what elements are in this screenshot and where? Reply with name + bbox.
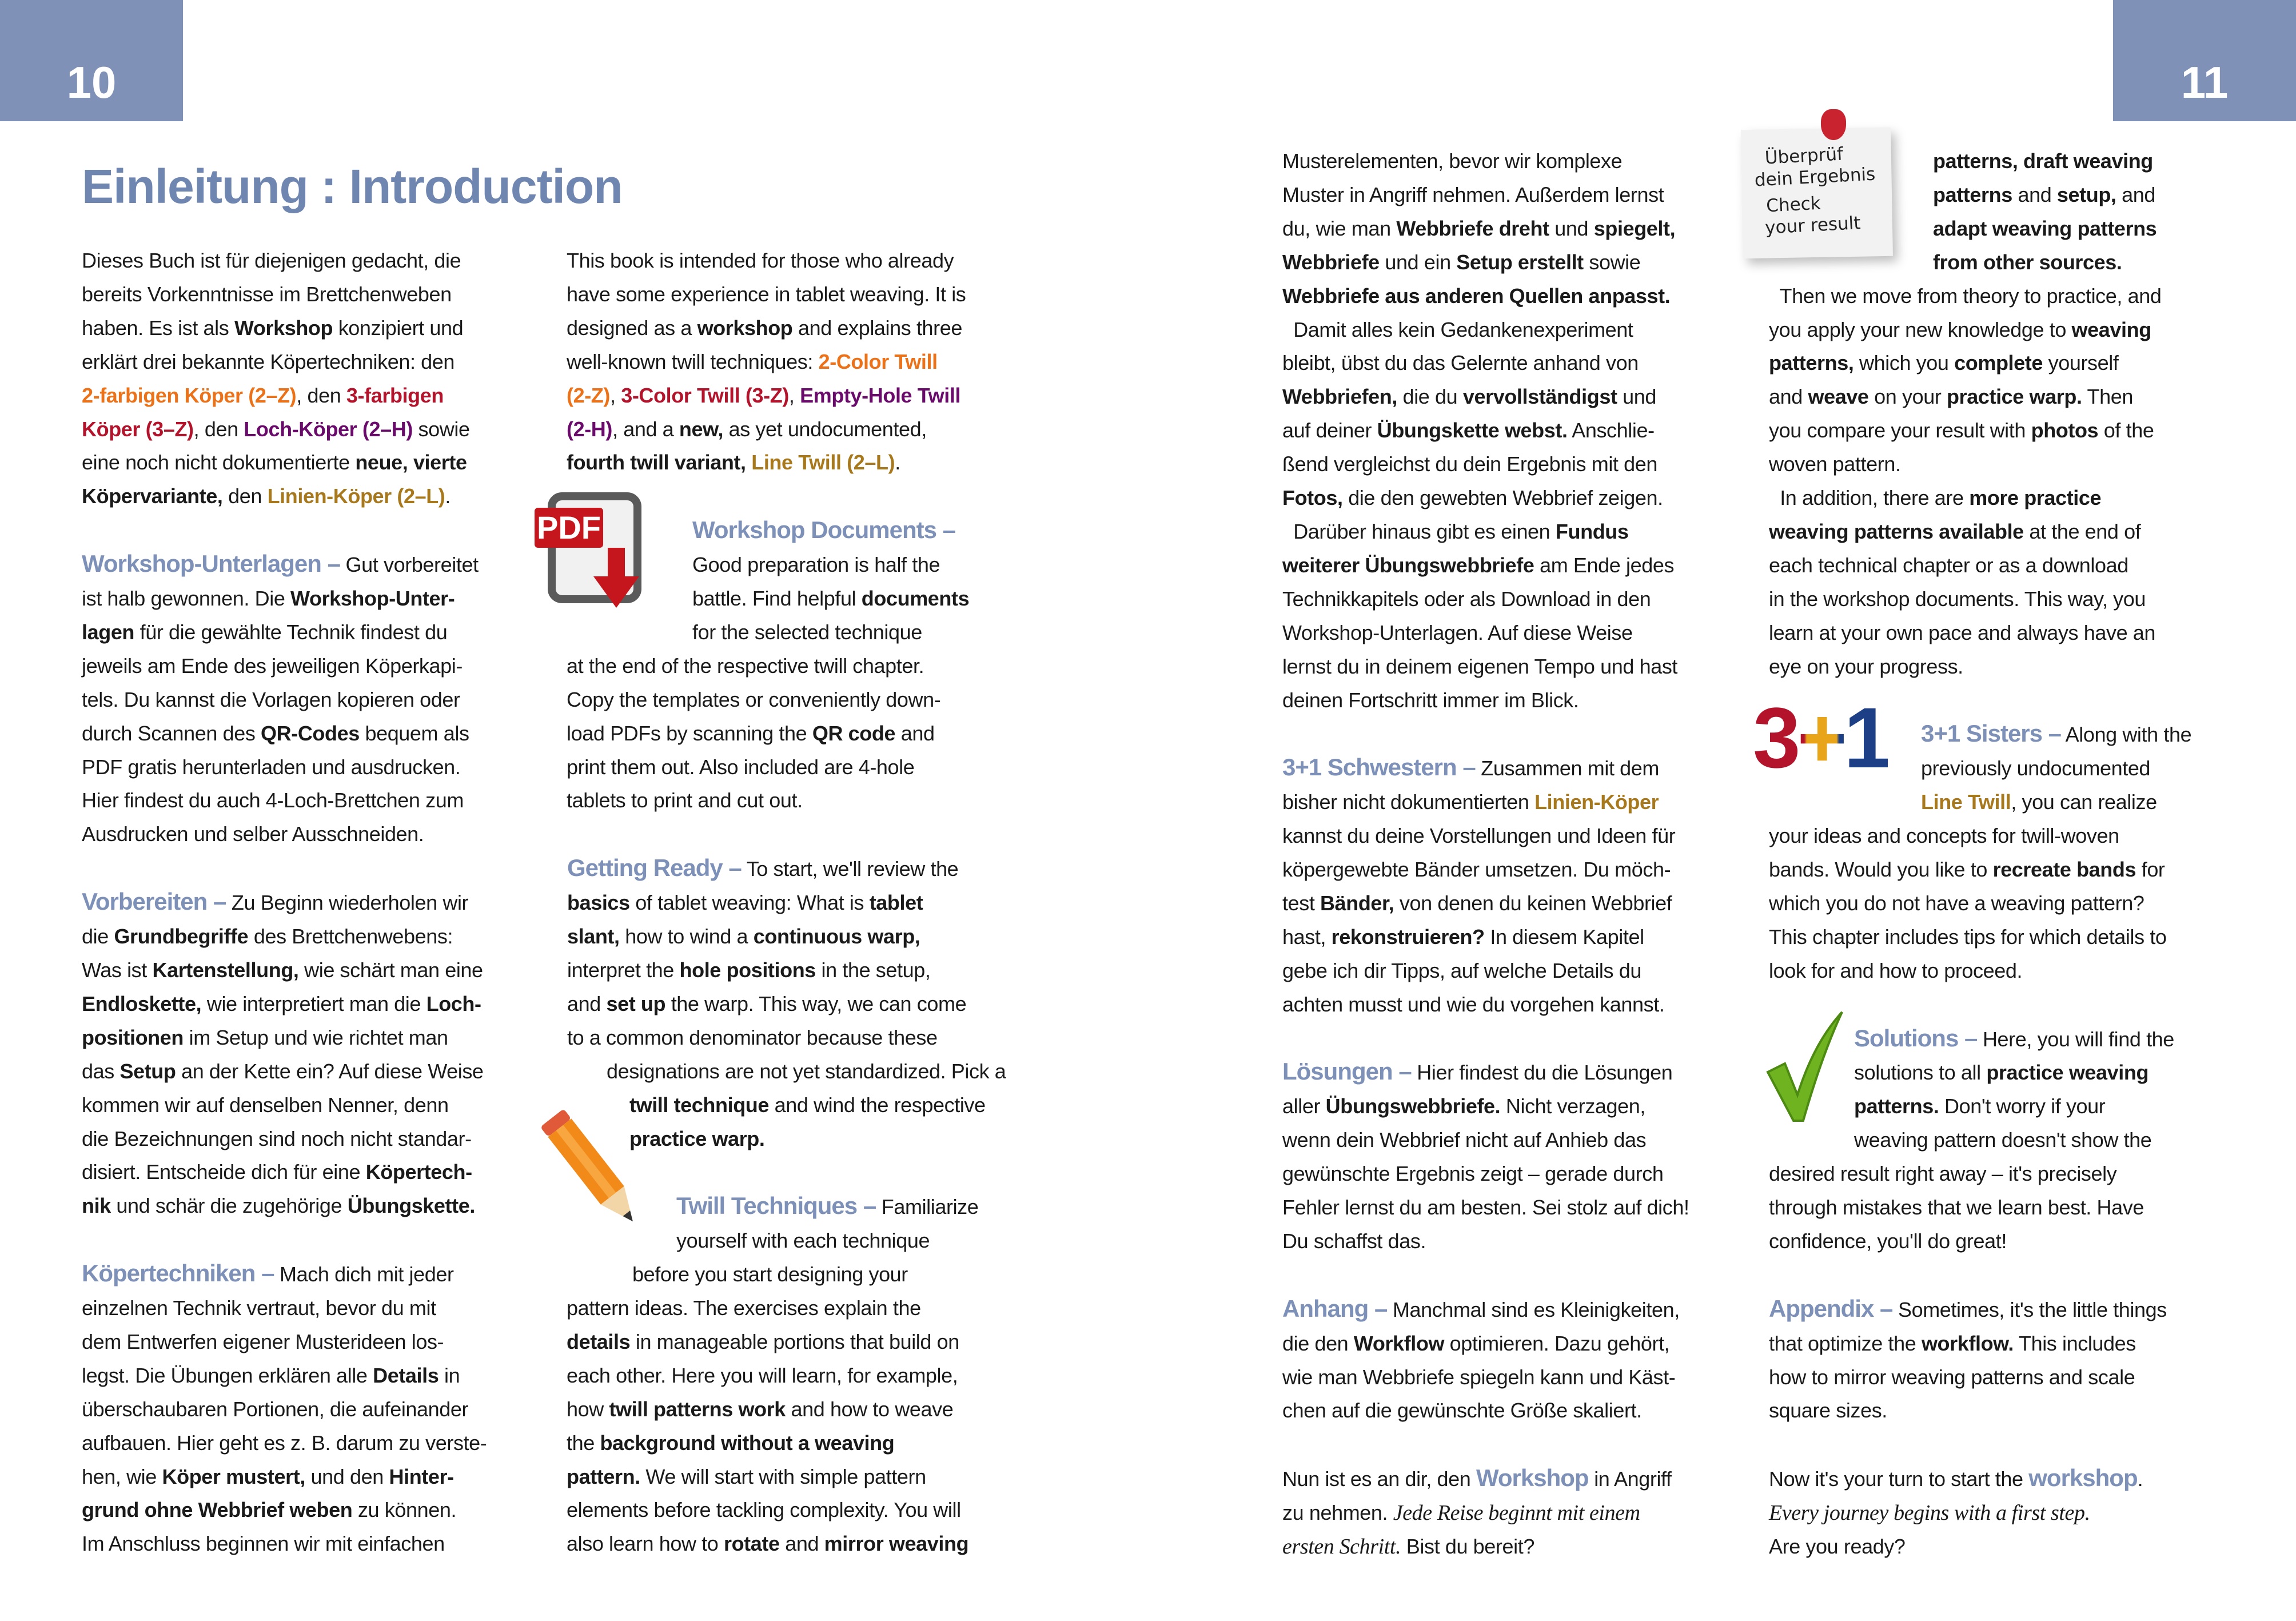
text-run: bequem als PDF gratis herunterladen und ausdrucken. Hier findest du auch 4-Loch-Brettchen zum Ausdrucken und selber Ausschneiden. (82, 721, 469, 846)
text-run: Jede Reise beginnt mit einem ersten Schritt. (1282, 1501, 1640, 1559)
column-4 (1769, 145, 2226, 1598)
text-run: Nicht verzagen, wenn dein Webbrief nicht auf Anhieb das gewünschte Ergebnis zeigt – gerade durch Fehler lernst du am besten. Sei stolz auf dich! Du schaffst das. (1282, 1094, 1689, 1253)
text-run: Don't worry if your weaving pattern doesn't show the desired result right away – it's precisely through mistakes that we learn best. Have confidence, you'll do great! (1769, 1094, 2152, 1253)
text-run: Are you ready? (1769, 1535, 1906, 1559)
text-run: spiegelt, Webbriefe (1282, 216, 1676, 274)
text-run: an der Kette ein? Auf diese Weise kommen wir auf denselben Nenner, denn die Bezeichnungen sind noch nicht standar- disiert. Entscheide dich für eine (82, 1059, 484, 1184)
text-run: tablet slant, (567, 891, 923, 949)
text-run: Sometimes, it's the little things that optimize the (1769, 1297, 2167, 1355)
page-title: Einleitung : Introduction (82, 160, 623, 213)
text-run: for the selected technique at the end of the respective twill chapter. Copy the templates or conveniently down- load PDFs by scanning the (567, 620, 941, 745)
paragraph (567, 244, 1024, 480)
text-run: mirror weaving (824, 1532, 969, 1556)
text-run: Übungskette webst. (1377, 419, 1568, 443)
pencil-icon (535, 1106, 655, 1237)
text-run: 3-Color Twill (3-Z) (621, 383, 789, 407)
text-run: Setup erstellt (1456, 250, 1584, 274)
text-run: at the end of each technical chapter or as a download in the workshop documents. This way, you learn at your own pace and always have an eye on your progress. (1769, 519, 2156, 678)
text-run: Bist du bereit? (1401, 1535, 1534, 1559)
text-run: photos (2031, 419, 2099, 443)
text-run: für die gewählte Technik findest du jeweils am Ende des jeweiligen Köperkapi- tels. Du kannst die Vorlagen kopieren oder durch Scannen des (82, 620, 463, 745)
text-run: zu können. Im Anschluss beginnen wir mit einfachen (82, 1498, 457, 1556)
text-run (746, 451, 752, 474)
text-run: des Brettchenwebens: Was ist (82, 925, 453, 982)
section-heading: Vorbereiten – (82, 888, 226, 915)
text-run: Good preparation is half the battle. Find helpful (692, 553, 940, 611)
text-run: Kartenstellung, (152, 958, 299, 982)
text-run: Webbriefen, (1282, 385, 1397, 409)
text-run: Zu Beginn wiederholen wir die (82, 891, 469, 949)
text-run: the warp. This way, we can come to a common denominator because these designations are not yet standardized. Pick a (567, 991, 1006, 1083)
sticky-note-line-1: Überprüf (1764, 144, 1844, 169)
text-run: , you can realize your ideas and concepts for twill-woven bands. Would you like to (1769, 790, 2157, 882)
sticky-note (1735, 106, 1901, 272)
text-run: Line Twill (2–L) (751, 451, 895, 475)
paragraph (1769, 1292, 2226, 1428)
text-run: Köper mustert, (162, 1464, 305, 1488)
text-run: on your (1868, 385, 1947, 409)
text-run: von denen du keinen Webbrief hast, (1282, 891, 1672, 949)
text-run: Workshop (234, 316, 333, 340)
text-run: yourself and (1769, 351, 2119, 409)
text-run: practice weaving patterns. (1854, 1061, 2149, 1118)
three-plus-one-text: 3+1 (1753, 690, 1888, 786)
paragraph (1282, 1461, 1740, 1564)
text-run: Zusammen mit dem bisher nicht dokumentierten (1282, 756, 1659, 814)
section-heading: workshop (2028, 1464, 2138, 1492)
text-run: die du (1397, 385, 1463, 409)
text-run: Loch-Köper (2–H) (244, 417, 413, 441)
paragraph (1282, 751, 1740, 1021)
text-run: Line Twill (1921, 790, 2011, 814)
text-run: rekonstruieren? (1331, 925, 1485, 949)
text-run: in the setup, and (567, 958, 931, 1015)
text-run: Familiarize yourself with each technique before you start designing your pattern ideas. The exercises explain the (567, 1195, 979, 1320)
text-run: neue, vierte Köpervariante, (82, 451, 467, 508)
paragraph (1769, 1461, 2226, 1564)
text-run: Grundbegriffe (114, 925, 249, 949)
text-run: Empty-Hole Twill (2-H) (567, 383, 961, 441)
checkmark-icon (1762, 1009, 1848, 1124)
paragraph (82, 885, 539, 1223)
text-run: Here, you will find the solutions to all (1854, 1027, 2174, 1085)
text-run: practice warp. (629, 1126, 765, 1150)
text-run: and (2012, 182, 2057, 206)
text-run: practice warp. (1947, 385, 2082, 409)
text-run: In diesem Kapitel gebe ich dir Tipps, auf welche Details du achten musst und wie du vorgehen kannst. (1282, 925, 1665, 1016)
section-heading: Twill Techniques – (676, 1192, 876, 1220)
text-run: in manageable portions that build on each other. Here you will learn, for example, how (567, 1329, 959, 1421)
text-run: in Angriff zu nehmen. (1282, 1467, 1672, 1525)
paragraph (82, 244, 539, 513)
sticky-note-line-2: dein Ergebnis (1753, 164, 1876, 191)
paragraph (1282, 145, 1740, 717)
text-run: Damit alles kein Gedankenexperiment bleibt, übst du das Gelernte anhand von (1282, 317, 1639, 375)
text-run: Linien-Köper (2–L) (267, 484, 445, 508)
text-run: Then you compare your result with (1769, 385, 2133, 443)
section-heading: Appendix – (1769, 1295, 1893, 1322)
sticky-note-line-3: Check (1765, 193, 1821, 217)
section-heading: Getting Ready – (567, 854, 742, 882)
text-run: QR-Codes (261, 721, 360, 745)
text-run: . (895, 451, 900, 475)
text-run: more practice weaving patterns available (1769, 486, 2102, 543)
text-run: Fundus weiterer Übungswebbriefe (1282, 519, 1629, 577)
pdf-icon-label: PDF (537, 509, 601, 545)
text-run: fourth twill variant, (567, 451, 746, 475)
text-run: basics (567, 891, 630, 915)
text-run: den (222, 484, 268, 508)
text-run: weaving patterns, (1769, 317, 2151, 375)
text-run: Nun ist es an dir, den (1282, 1467, 1477, 1491)
text-run: und (1549, 216, 1594, 240)
text-run: and how to weave the (567, 1397, 954, 1455)
column-1 (82, 244, 539, 1595)
text-run: am Ende jedes Technikkapitels oder als Download in den Workshop-Unterlagen. Auf diese Weise lernst du in deinem eigenen Tempo und hast deinen Fortschritt immer im Blick. (1282, 553, 1678, 712)
text-run: and print them out. Also included are 4-hole tablets to print and cut out. (567, 721, 935, 813)
text-run: Übungskette. (347, 1194, 475, 1218)
text-run: Setup (119, 1059, 176, 1083)
text-run: Bänder, (1320, 891, 1394, 915)
text-run: twill patterns work (609, 1397, 786, 1421)
text-run: 2-farbigen Köper (2–Z) (82, 383, 297, 407)
text-run: continuous warp, (753, 925, 920, 949)
text-run: Fotos, (1282, 486, 1343, 510)
text-run: Linien-Köper (1534, 790, 1659, 814)
text-run: Then we move from theory to practice, and you apply your new knowledge to (1769, 284, 2162, 341)
text-run: optimieren. Dazu gehört, wie man Webbriefe spiegeln kann und Käst- chen auf die gewünschte Größe skaliert. (1282, 1331, 1676, 1423)
text-run: QR code (812, 721, 896, 745)
page-number-left-label: 10 (66, 57, 117, 107)
section-heading: Anhang – (1282, 1295, 1388, 1322)
text-run: setup, (2056, 182, 2116, 206)
text-run: Dieses Buch ist für diejenigen gedacht, die bereits Vorkenntnisse im Brettchenweben haben. Es ist als (82, 249, 461, 340)
text-run: im Setup und wie richtet man das (82, 1025, 448, 1083)
three-plus-one-badge (1753, 689, 1907, 786)
pdf-download-icon (535, 491, 655, 611)
section-heading: Köpertechniken – (82, 1260, 274, 1287)
text-run: , den (193, 417, 244, 441)
text-run: , and a (612, 417, 679, 441)
text-run: Workshop-Unter- lagen (82, 587, 455, 644)
paragraph (1282, 1292, 1740, 1428)
text-run: sowie (1589, 250, 1641, 274)
text-run: Mach dich mit jeder einzelnen Technik vertraut, bevor du mit dem Entwerfen eigener Musterideen los- legst. Die Übungen erklären alle (82, 1262, 454, 1387)
text-run: complete (1954, 351, 2043, 375)
text-run: interpret the (567, 958, 674, 982)
text-run: 3-farbigen Köper (3–Z) (82, 383, 444, 441)
text-run: hole positions (679, 958, 816, 982)
text-run: how to wind a (619, 925, 754, 949)
sticky-note-line-4: your result (1764, 212, 1861, 238)
paragraph (82, 547, 539, 851)
text-run: We will start with simple pattern elements before tackling complexity. You will also learn how to (567, 1464, 961, 1556)
text-run: sowie eine noch nicht dokumentierte (82, 417, 470, 475)
text-run: adapt weaving patterns from other sources. (1933, 216, 2157, 274)
section-heading: 3+1 Schwestern – (1282, 754, 1476, 781)
text-run: Musterelementen, bevor wir komplexe Muster in Angriff nehmen. Außerdem lernst du, wie man (1282, 149, 1664, 240)
text-run: Hinter- grund ohne Webbrief weben (82, 1464, 454, 1522)
text-run: Loch- positionen (82, 991, 481, 1049)
text-run: die den gewebten Webbrief zeigen. Darüber hinaus gibt es einen (1293, 486, 1663, 543)
text-run: of the woven pattern. In addition, there are (1769, 419, 2154, 510)
text-run: This includes how to mirror weaving patterns and scale square sizes. (1769, 1331, 2136, 1423)
column-2 (567, 244, 1024, 1595)
text-run: , (609, 383, 621, 407)
text-run: konzipiert und erklärt drei bekannte Köpertechniken: den (82, 316, 464, 373)
text-run: background without a weaving pattern. (567, 1431, 895, 1488)
text-run: wie interpretiert man die (201, 991, 426, 1015)
text-run: Now it's your turn to start the (1769, 1467, 2029, 1491)
text-run: Hier findest du die Lösungen aller (1282, 1061, 1673, 1118)
text-run: rotate (723, 1532, 780, 1556)
text-run: wie schärt man eine (304, 958, 483, 982)
text-run: , den (296, 383, 346, 407)
text-run: To start, we'll review the (746, 857, 959, 881)
text-run: Webbriefe aus anderen Quellen anpasst. (1282, 284, 1671, 308)
text-run: . (2137, 1467, 2143, 1491)
text-run: for which you do not have a weaving pattern? This chapter includes tips for which details to look for and how to proceed. (1769, 858, 2167, 982)
text-run: und den (305, 1464, 389, 1488)
text-run: workflow. (1921, 1331, 2014, 1355)
page-number-right-label: 11 (2181, 57, 2229, 107)
text-run: set up (606, 991, 666, 1015)
section-heading: Solutions – (1854, 1024, 1978, 1052)
text-run: Gut vorbereitet ist halb gewonnen. Die (82, 553, 479, 611)
text-run: Köpertech- nik (82, 1160, 472, 1218)
text-run: patterns, draft weaving patterns (1933, 149, 2153, 206)
text-run: , (788, 383, 800, 407)
text-run: Übungswebbriefe. (1325, 1094, 1501, 1118)
text-run: This book is intended for those who already have some experience in tablet weaving. It is designed as a (567, 249, 966, 340)
text-run: und schär die zugehörige (110, 1194, 348, 1218)
text-run: recreate bands (1992, 858, 2136, 882)
text-run: details (567, 1329, 631, 1353)
section-heading: Workshop Documents – (692, 516, 955, 544)
text-run: Along with the previously undocumented (1921, 723, 2192, 780)
text-run: and explains three well-known twill techniques: (567, 316, 963, 373)
text-run: und ein (1379, 250, 1457, 274)
pushpin-icon (1821, 109, 1846, 140)
section-heading: Lösungen – (1282, 1058, 1412, 1085)
text-run: und auf deiner (1282, 385, 1657, 443)
text-run: and wind the respective (774, 1093, 986, 1117)
text-run: . (445, 484, 451, 508)
text-run: documents (861, 587, 970, 611)
page-number-right (2113, 0, 2296, 121)
text-run: Endloskette, (82, 991, 202, 1015)
text-run: Anschlie- ßend vergleichst du dein Ergebnis mit den (1282, 419, 1657, 476)
section-heading: 3+1 Sisters – (1921, 720, 2062, 747)
text-run: and (779, 1532, 824, 1556)
paragraph (1282, 1055, 1740, 1258)
text-run: Manchmal sind es Kleinigkeiten, die den (1282, 1297, 1680, 1355)
text-run: twill technique (629, 1093, 770, 1117)
text-run: Details (373, 1363, 439, 1387)
text-run: new, (679, 417, 723, 441)
text-run: vervollständigst (1462, 385, 1617, 409)
text-run: Workflow (1353, 1331, 1445, 1355)
text-run: in überschaubaren Portionen, die aufeinander aufbauen. Hier geht es z. B. darum zu verste- hen, wie (82, 1363, 487, 1488)
text-run: Every journey begins with a first step. (1769, 1501, 2090, 1526)
section-heading: Workshop-Unterlagen – (82, 550, 340, 577)
text-run: 2-Color Twill (2-Z) (567, 349, 938, 407)
column-3 (1282, 145, 1740, 1598)
text-run: kannst du deine Vorstellungen und Ideen für köpergewebte Bänder umsetzen. Du möch- test (1282, 824, 1676, 915)
text-run: of tablet weaving: What is (629, 891, 870, 915)
text-run: as yet undocumented, (728, 417, 927, 441)
text-run: workshop (697, 316, 793, 340)
section-heading: Workshop (1476, 1464, 1589, 1492)
text-run: Webbriefe dreht (1396, 216, 1549, 240)
page-number-left (0, 0, 183, 121)
text-run: and (2122, 182, 2156, 206)
paragraph (82, 1257, 539, 1561)
text-run: which you (1853, 351, 1955, 375)
text-run: weave (1808, 385, 1869, 409)
